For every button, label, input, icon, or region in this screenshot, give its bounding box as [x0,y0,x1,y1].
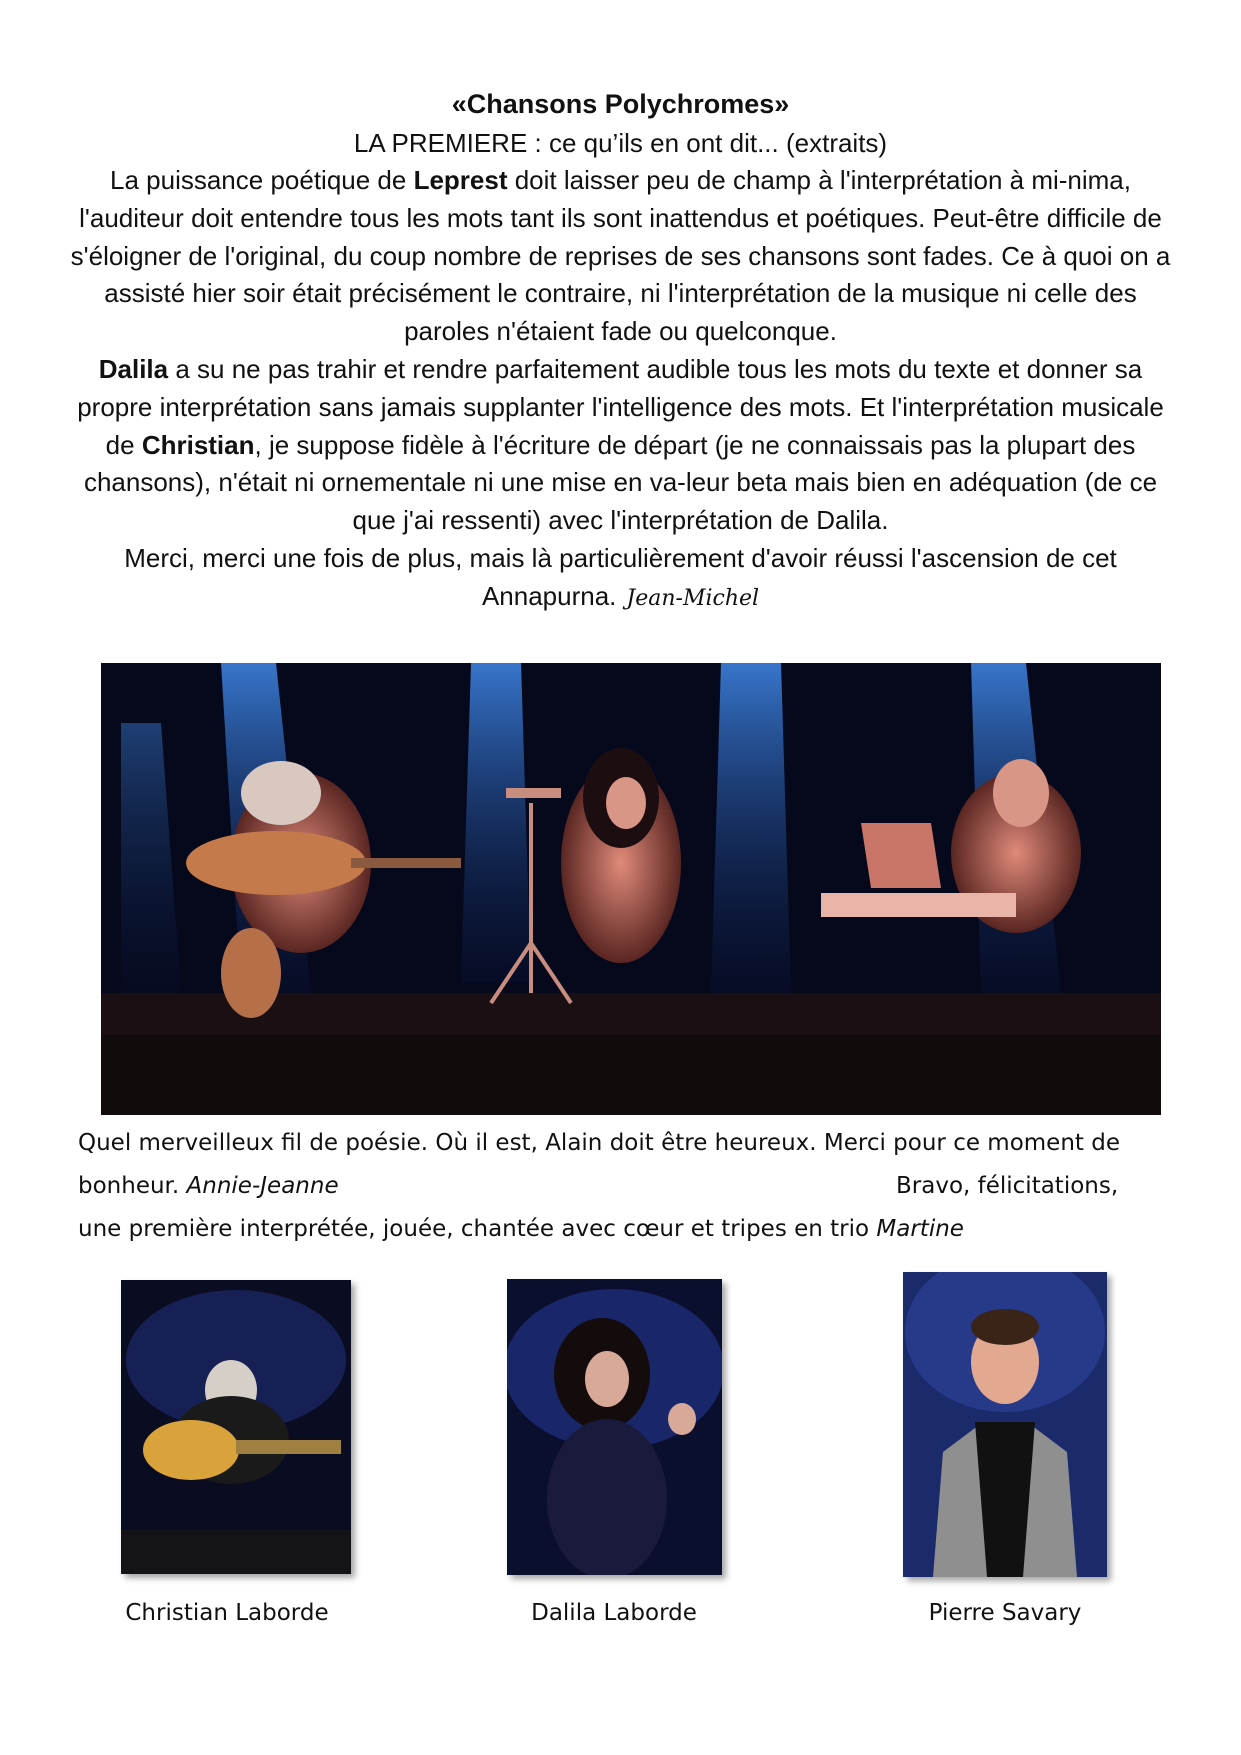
comment-text: une première interprétée, jouée, chantée avec cœur et tripes en trio [78,1216,870,1242]
comment-signature: Annie-Jeanne [186,1173,339,1199]
comment-line [78,1208,1148,1251]
review-signature: Jean-Michel [626,585,760,611]
portrait-caption: Dalila Laborde [531,1600,697,1626]
review-text: doit laisser peu de champ à l'interprétation à mi-nima, l'auditeur doit entendre tous les mots tant ils sont inattendus et poétiques. Peut-être difficile de s'éloigner de l'original, du coup nombre de reprises de ses chansons sont fades. Ce à quoi on a assisté hier soir était précisément le contraire, ni l'interprétation de la musique ni celle des paroles n'étaient fade ou quelconque. [70,165,1171,347]
review-jean-michel [60,162,1181,618]
review-text: a su ne pas trahir et rendre parfaitement audible tous les mots du texte et donner sa propre interprétation sans jamais supplanter l'intelligence des mots. Et l'interprétation musicale de [77,353,1164,460]
comment-text: bonheur. [78,1173,180,1199]
review-text: , je suppose fidèle à l'écriture de départ (je ne connaissais pas la plupart des chansons), n'était ni ornementale ni une mise en va-leur beta mais bien en adéquation (de ce que j'ai ressenti) avec l'interprétation de Dalila. [83,429,1158,536]
page-subtitle: LA PREMIERE : ce qu’ils en ont dit... (extraits) [353,128,888,158]
portrait-caption: Christian Laborde [125,1600,329,1626]
page-title: «Chansons Polychromes» [451,89,790,119]
review-text: Merci, merci une fois de plus, mais là particulièrement d'avoir réussi l'ascension de cet Annapurna. [124,542,1117,611]
review-name-christian: Christian [141,429,255,460]
audience-comments [78,1122,1148,1251]
portrait-shadow [903,1272,1107,1577]
portrait-pierre-savary [903,1272,1107,1577]
comment-signature: Martine [876,1216,964,1242]
review-name-dalila: Dalila [98,353,169,384]
review-text: La puissance poétique de [110,165,414,195]
portrait-shadow [507,1279,722,1575]
stage-concert-photo [101,663,1161,1115]
review-name-leprest: Leprest [413,165,508,195]
portrait-christian-laborde [121,1280,351,1574]
comment-text: Bravo, félicitations, [896,1173,1119,1199]
portrait-caption: Pierre Savary [928,1600,1082,1626]
comment-text: Quel merveilleux fil de poésie. Où il est, Alain doit être heureux. Merci pour ce moment de [78,1130,1120,1156]
portrait-dalila-laborde [507,1279,722,1575]
portrait-shadow [121,1280,351,1574]
comment-line [78,1165,1148,1208]
comment-line [78,1122,1148,1165]
